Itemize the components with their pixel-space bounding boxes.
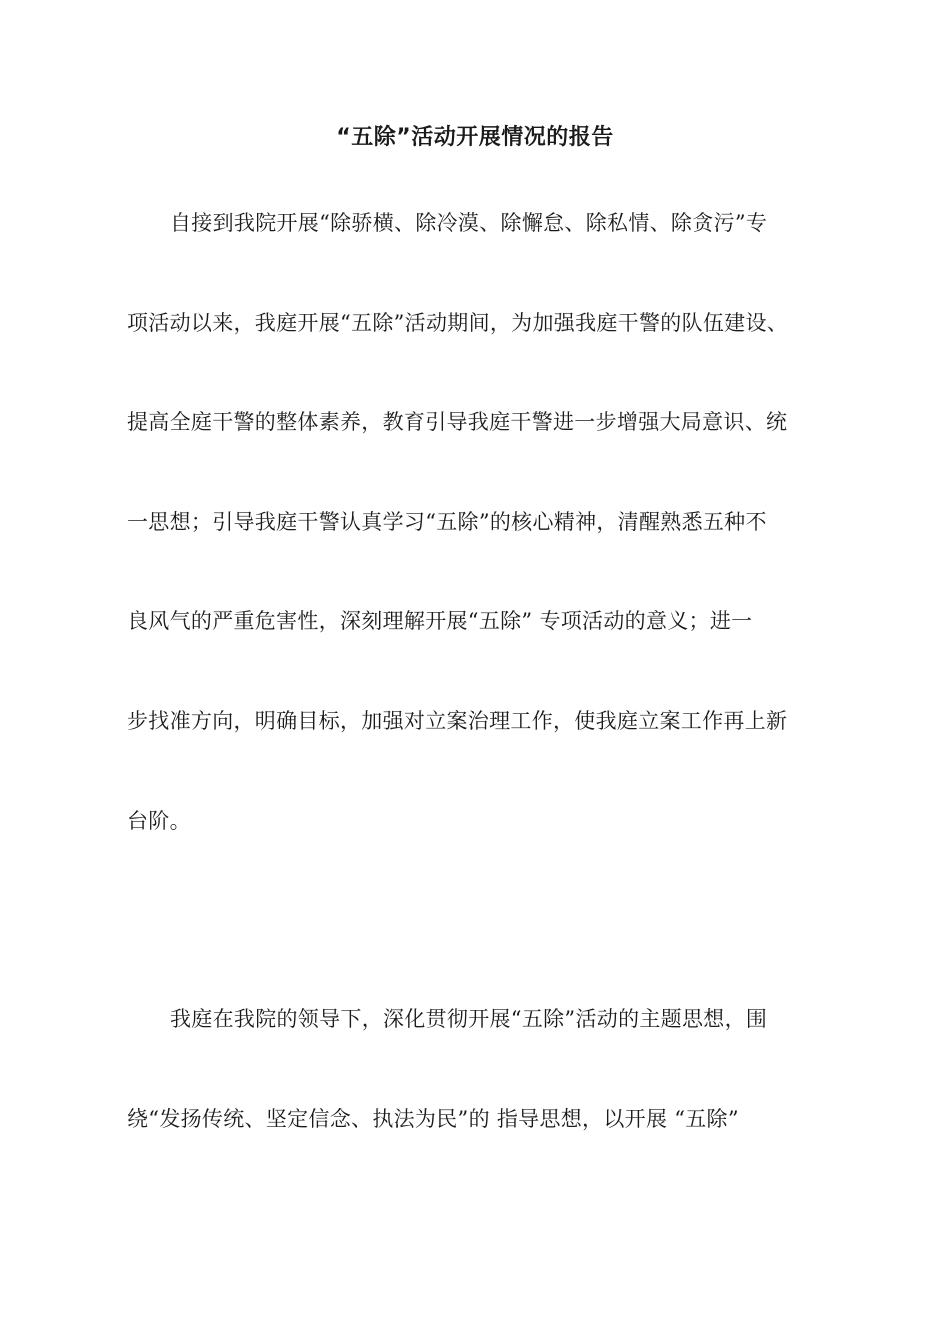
paragraph-1-line-7: 台阶。 — [127, 809, 191, 833]
paragraph-2-line-2: 绕“发扬传统、坚定信念、执法为民”的 指导思想，以开展 “五除” — [127, 1107, 739, 1131]
paragraph-1-line-1: 自接到我院开展“除骄横、除冷漠、除懈怠、除私情、除贪污”专 — [170, 211, 768, 235]
paragraph-2-line-1: 我庭在我院的领导下，深化贯彻开展“五除”活动的主题思想，围 — [170, 1007, 768, 1031]
paragraph-1-line-4: 一思想；引导我庭干警认真学习“五除”的核心精神，清醒熟悉五种不 — [127, 510, 767, 534]
paragraph-1-line-5: 良风气的严重危害性，深刻理解开展“五除” 专项活动的意义；进一 — [127, 609, 753, 633]
paragraph-1-line-6: 步找准方向，明确目标，加强对立案治理工作，使我庭立案工作再上新 — [127, 709, 788, 733]
document-title: “五除”活动开展情况的报告 — [336, 125, 614, 150]
paragraph-1-line-3: 提高全庭干警的整体素养，教育引导我庭干警进一步增强大局意识、统 — [127, 410, 788, 434]
paragraph-1-line-2: 项活动以来，我庭开展“五除”活动期间，为加强我庭干警的队伍建设、 — [127, 311, 789, 335]
